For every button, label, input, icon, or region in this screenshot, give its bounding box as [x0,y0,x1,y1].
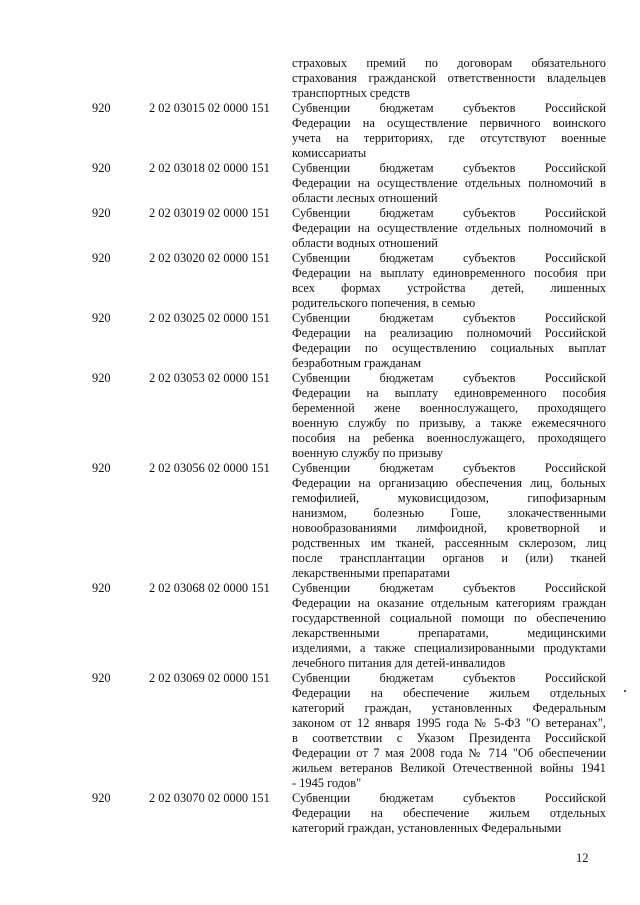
revenue-code: 2 02 03015 02 0000 151 [149,101,270,115]
revenue-description [292,371,606,461]
description-line: Федерации на выплату единовременного пособия при [292,266,606,280]
description-line: Федерации на обеспечение жильем отдельных [292,806,606,820]
scan-speck [624,690,626,692]
revenue-description [292,461,606,581]
description-line: после трансплантации органов и (или) тканей [292,551,606,565]
description-line: родительского попечения, в семью [292,296,476,310]
description-line: законом от 12 января 1995 года № 5-ФЗ "О ветеранах", [292,716,606,730]
description-line: Федерации на оказание отдельным категориям граждан [292,596,606,610]
revenue-code: 2 02 03020 02 0000 151 [149,251,270,265]
description-line: государственной социальной помощи по обеспечению [292,611,606,625]
table-row [0,251,640,311]
revenue-code: 2 02 03069 02 0000 151 [149,671,270,685]
description-line: Федерации на осуществление отдельных полномочий в [292,176,606,190]
description-line: новообразованиями лимфоидной, кроветворной и [292,521,606,535]
description-line: транспортных средств [292,86,411,100]
description-line: Субвенции бюджетам субъектов Российской [292,311,606,325]
revenue-code: 2 02 03053 02 0000 151 [149,371,270,385]
description-line: учета на территориях, где отсутствуют военные [292,131,606,145]
admin-code: 920 [92,671,111,685]
admin-code: 920 [92,791,111,805]
description-line: Федерации по осуществлению социальных выплат [292,341,606,355]
table-row [0,461,640,581]
description-line: страхования гражданской ответственности владельцев [292,71,606,85]
description-line: лекарственными препаратами [292,566,450,580]
description-line: категорий граждан, установленных Федеральным [292,701,606,715]
description-line: области лесных отношений [292,191,438,205]
revenue-description [292,671,606,791]
description-line: Субвенции бюджетам субъектов Российской [292,101,606,115]
description-line: области водных отношений [292,236,438,250]
description-line: страховых премий по договорам обязательного [292,56,606,70]
description-line: Субвенции бюджетам субъектов Российской [292,461,606,475]
description-line: Федерации от 7 мая 2008 года № 714 "Об обеспечении [292,746,606,760]
table-row [0,101,640,161]
description-line: категорий граждан, установленных Федеральными [292,821,562,835]
table-row [0,791,640,836]
description-line: родственных им тканей, рассеянным склерозом, лиц [292,536,606,550]
admin-code: 920 [92,461,111,475]
table-row [0,581,640,671]
description-line: Субвенции бюджетам субъектов Российской [292,206,606,220]
description-line: изделиями, а также специализированными продуктами [292,641,606,655]
description-line: безработным гражданам [292,356,422,370]
revenue-description [292,56,606,101]
description-line: - 1945 годов" [292,776,362,790]
description-line: пособия на ребенка военнослужащего, проходящего [292,431,606,445]
table-row [0,206,640,251]
description-line: Федерации на реализацию полномочий Российской [292,326,606,340]
table-row [0,161,640,206]
admin-code: 920 [92,371,111,385]
description-line: Субвенции бюджетам субъектов Российской [292,671,606,685]
description-line: Субвенции бюджетам субъектов Российской [292,791,606,805]
description-line: Субвенции бюджетам субъектов Российской [292,581,606,595]
description-line: гемофилией, муковисцидозом, гипофизарным [292,491,606,505]
revenue-description [292,791,606,836]
revenue-code: 2 02 03068 02 0000 151 [149,581,270,595]
revenue-description [292,581,606,671]
revenue-description [292,251,606,311]
admin-code: 920 [92,311,111,325]
description-line: Субвенции бюджетам субъектов Российской [292,251,606,265]
table-row [0,311,640,371]
description-line: лечебного питания для детей-инвалидов [292,656,506,670]
description-line: лекарственными препаратами, медицинскими [292,626,606,640]
table-row [0,371,640,461]
revenue-description [292,161,606,206]
description-line: Федерации на осуществление первичного воинского [292,116,606,130]
description-line: Субвенции бюджетам субъектов Российской [292,371,606,385]
revenue-code: 2 02 03019 02 0000 151 [149,206,270,220]
description-line: Федерации на организацию обеспечения лиц, больных [292,476,606,490]
admin-code: 920 [92,206,111,220]
admin-code: 920 [92,161,111,175]
description-line: комиссариаты [292,146,367,160]
table-row [0,671,640,791]
description-line: Федерации на выплату единовременного пособия [292,386,606,400]
revenue-description [292,206,606,251]
description-line: жильем ветеранов Великой Отечественной войны 1941 [292,761,606,775]
description-line: Федерации на обеспечение жильем отдельных [292,686,606,700]
description-line: Субвенции бюджетам субъектов Российской [292,161,606,175]
description-line: военную службу по призыву, а также ежемесячного [292,416,606,430]
description-line: беременной жене военнослужащего, проходящего [292,401,606,415]
budget-classification-table [0,56,640,836]
admin-code: 920 [92,581,111,595]
table-row [0,56,640,101]
description-line: нанизмом, болезнью Гоше, злокачественными [292,506,606,520]
admin-code: 920 [92,251,111,265]
revenue-code: 2 02 03018 02 0000 151 [149,161,270,175]
description-line: всех формах устройства детей, лишенных [292,281,606,295]
revenue-code: 2 02 03056 02 0000 151 [149,461,270,475]
revenue-description [292,311,606,371]
page-number: 12 [576,851,589,865]
revenue-code: 2 02 03070 02 0000 151 [149,791,270,805]
revenue-code: 2 02 03025 02 0000 151 [149,311,270,325]
revenue-description [292,101,606,161]
description-line: Федерации на осуществление отдельных полномочий в [292,221,606,235]
description-line: в соответствии с Указом Президента Российской [292,731,606,745]
description-line: военную службу по призыву [292,446,443,460]
admin-code: 920 [92,101,111,115]
